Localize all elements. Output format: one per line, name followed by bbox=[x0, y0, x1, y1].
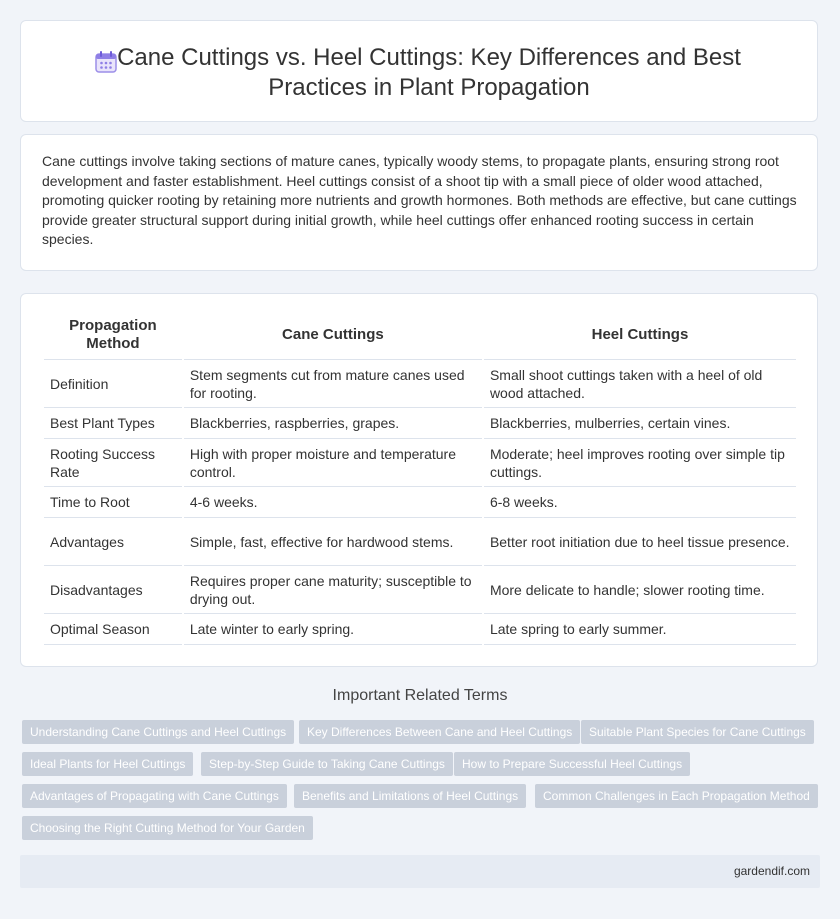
page-title: Cane Cuttings vs. Heel Cuttings: Key Differences and Best Practices in Plant Propagation bbox=[117, 44, 741, 101]
row-label: Best Plant Types bbox=[44, 408, 182, 439]
site-link[interactable]: gardendif.com bbox=[733, 864, 810, 878]
related-term-link[interactable]: Benefits and Limitations of Heel Cuttings bbox=[294, 784, 526, 808]
table-row bbox=[44, 360, 796, 408]
row-label: Optimal Season bbox=[44, 614, 182, 645]
table-cell: Late spring to early summer. bbox=[484, 614, 796, 645]
column-header: Propagation Method bbox=[44, 310, 182, 360]
table-row bbox=[44, 408, 796, 439]
row-label: Advantages bbox=[44, 518, 182, 566]
table-cell: Blackberries, raspberries, grapes. bbox=[184, 408, 482, 439]
table-row bbox=[44, 439, 796, 487]
row-label: Disadvantages bbox=[44, 566, 182, 614]
table-cell: Moderate; heel improves rooting over simple tip cuttings. bbox=[484, 439, 796, 487]
table-cell: 6-8 weeks. bbox=[484, 487, 796, 518]
table-cell: Small shoot cuttings taken with a heel of old wood attached. bbox=[484, 360, 796, 408]
footer bbox=[20, 855, 820, 888]
related-term-link[interactable]: Key Differences Between Cane and Heel Cuttings bbox=[299, 720, 580, 744]
related-term-link[interactable]: Suitable Plant Species for Cane Cuttings bbox=[581, 720, 814, 744]
title-card bbox=[20, 20, 818, 122]
comparison-table-card bbox=[20, 293, 818, 667]
row-label: Time to Root bbox=[44, 487, 182, 518]
related-term-link[interactable]: How to Prepare Successful Heel Cuttings bbox=[454, 752, 690, 776]
column-header: Cane Cuttings bbox=[184, 310, 482, 360]
table-row bbox=[44, 566, 796, 614]
related-term-link[interactable]: Advantages of Propagating with Cane Cuttings bbox=[22, 784, 287, 808]
row-label: Definition bbox=[44, 360, 182, 408]
related-term-link[interactable]: Ideal Plants for Heel Cuttings bbox=[22, 752, 193, 776]
column-header: Heel Cuttings bbox=[484, 310, 796, 360]
table-cell: Late winter to early spring. bbox=[184, 614, 482, 645]
table-row bbox=[44, 518, 796, 566]
table-cell: More delicate to handle; slower rooting time. bbox=[484, 566, 796, 614]
related-term-link[interactable]: Step-by-Step Guide to Taking Cane Cuttings bbox=[201, 752, 453, 776]
table-cell: 4-6 weeks. bbox=[184, 487, 482, 518]
table-cell: Better root initiation due to heel tissue presence. bbox=[484, 518, 796, 566]
table-cell: High with proper moisture and temperature control. bbox=[184, 439, 482, 487]
table-row bbox=[44, 614, 796, 645]
table-header-row bbox=[44, 310, 796, 360]
related-term-link[interactable]: Choosing the Right Cutting Method for Your Garden bbox=[22, 816, 313, 840]
table-cell: Stem segments cut from mature canes used for rooting. bbox=[184, 360, 482, 408]
related-terms-heading: Important Related Terms bbox=[332, 687, 508, 704]
related-term-link[interactable]: Common Challenges in Each Propagation Method bbox=[535, 784, 818, 808]
row-label: Rooting Success Rate bbox=[44, 439, 182, 487]
intro-paragraph: Cane cuttings involve taking sections of mature canes, typically woody stems, to propagate plants, ensuring strong root development and faster establishment. Heel cuttings consist of a shoot tip with a small piece of older wood attached, promoting quicker rooting by retaining more nutrients and growth hormones. Both methods are effective, but cane cuttings provide greater structural support during initial growth, while heel cuttings offer enhanced rooting success in certain species. bbox=[42, 153, 797, 247]
table-cell: Blackberries, mulberries, certain vines. bbox=[484, 408, 796, 439]
table-cell: Requires proper cane maturity; susceptible to drying out. bbox=[184, 566, 482, 614]
table-cell: Simple, fast, effective for hardwood stems. bbox=[184, 518, 482, 566]
related-term-link[interactable]: Understanding Cane Cuttings and Heel Cuttings bbox=[22, 720, 294, 744]
comparison-table bbox=[42, 310, 798, 645]
intro-card bbox=[20, 134, 818, 271]
table-row bbox=[44, 487, 796, 518]
